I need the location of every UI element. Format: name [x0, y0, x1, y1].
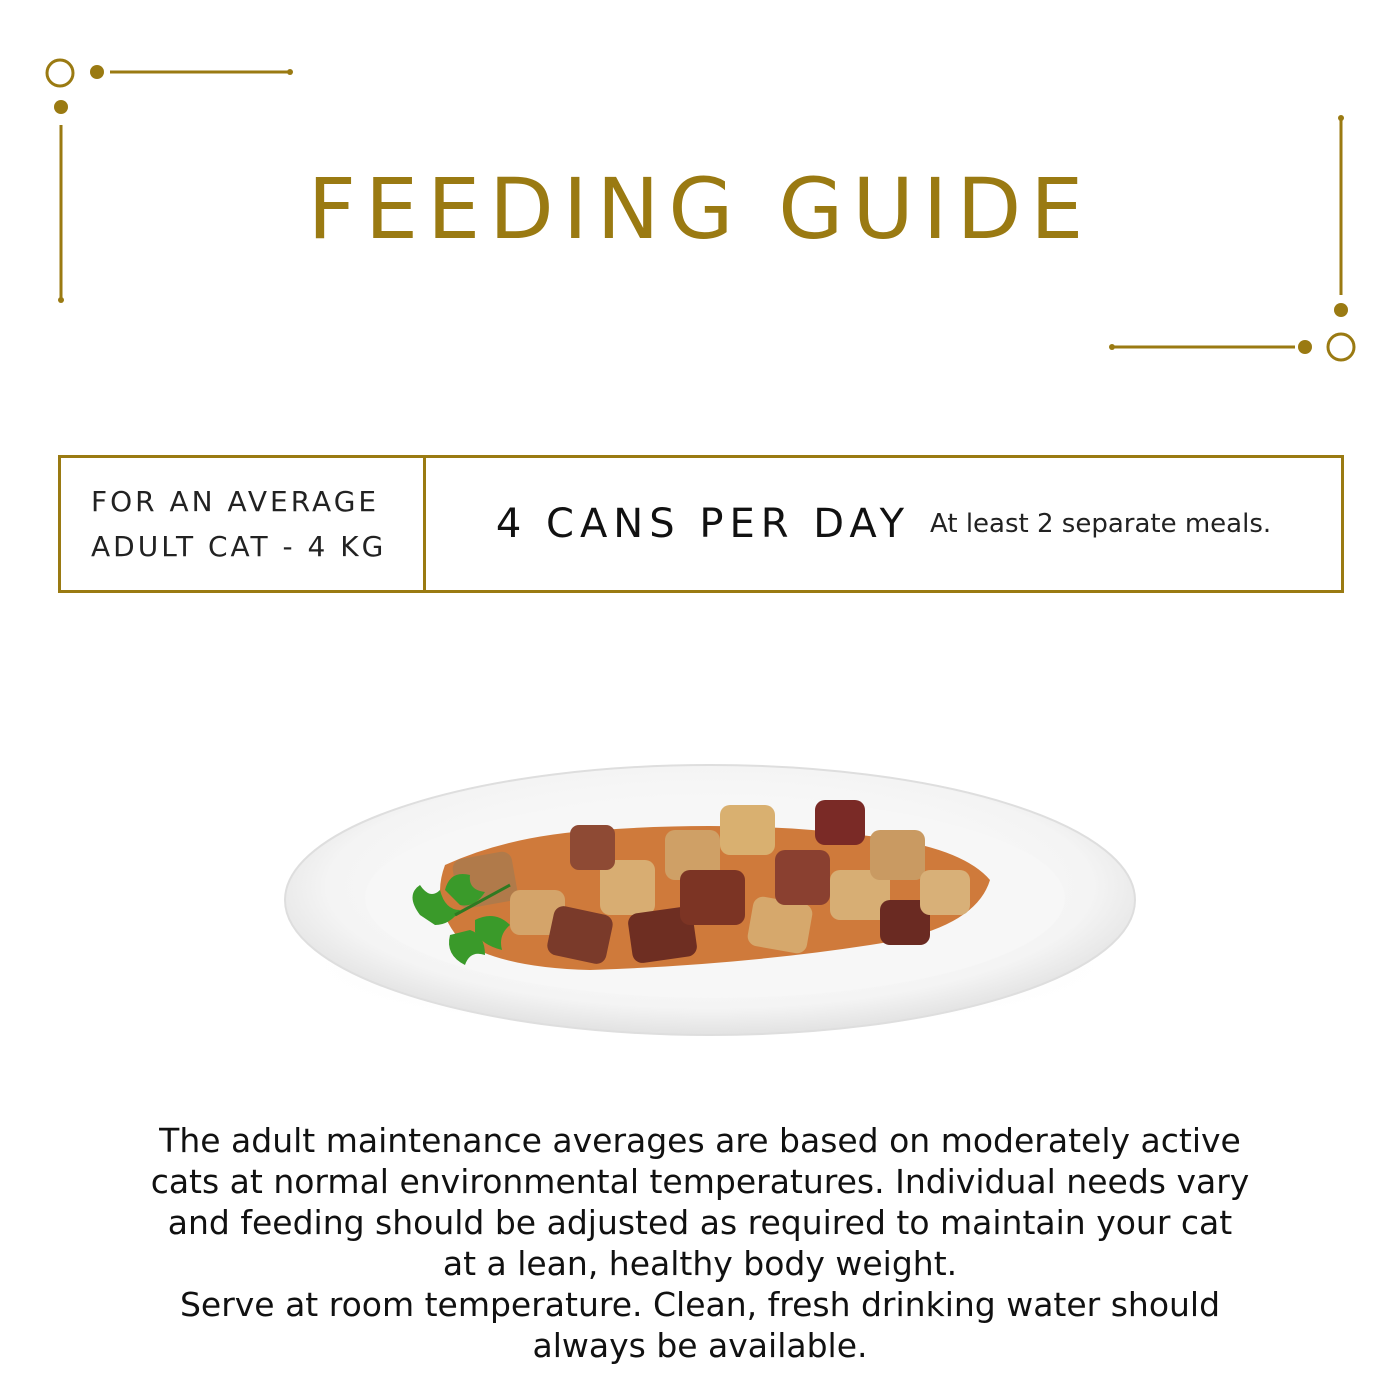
cans-per-day: 4 CANS PER DAY — [495, 501, 911, 547]
ornament-dot — [58, 297, 64, 303]
description-paragraph-2: Serve at room temperature. Clean, fresh drinking water should always be available. — [179, 1285, 1221, 1365]
feeding-description — [150, 1120, 1250, 1366]
cat-weight-cell — [61, 458, 426, 590]
ornament-ring-bottom-right — [1328, 334, 1354, 360]
food-plate-icon — [270, 740, 1150, 1070]
page-title: FEEDING GUIDE — [307, 160, 1093, 258]
description-paragraph-1: The adult maintenance averages are based on moderately active cats at normal environmental temperatures. Individual needs vary and feeding should be adjusted as required to maintain your cat at a lean, healthy body weight. — [150, 1121, 1250, 1283]
ornament-dot — [54, 100, 68, 114]
cat-line-1: FOR AN AVERAGE — [91, 485, 380, 518]
cat-line-2: ADULT CAT - 4 KG — [91, 530, 387, 563]
meals-note: At least 2 separate meals. — [930, 509, 1272, 539]
ornament-dot — [1298, 340, 1312, 354]
feeding-guide-table — [58, 455, 1344, 593]
ornament-dot — [1109, 344, 1115, 350]
ornament-dot — [1338, 115, 1344, 121]
ornament-ring-top-left — [47, 60, 73, 86]
ornament-dot — [1334, 303, 1348, 317]
feeding-amount-cell — [426, 458, 1341, 590]
ornament-dot — [90, 65, 104, 79]
ornament-dot — [287, 69, 293, 75]
